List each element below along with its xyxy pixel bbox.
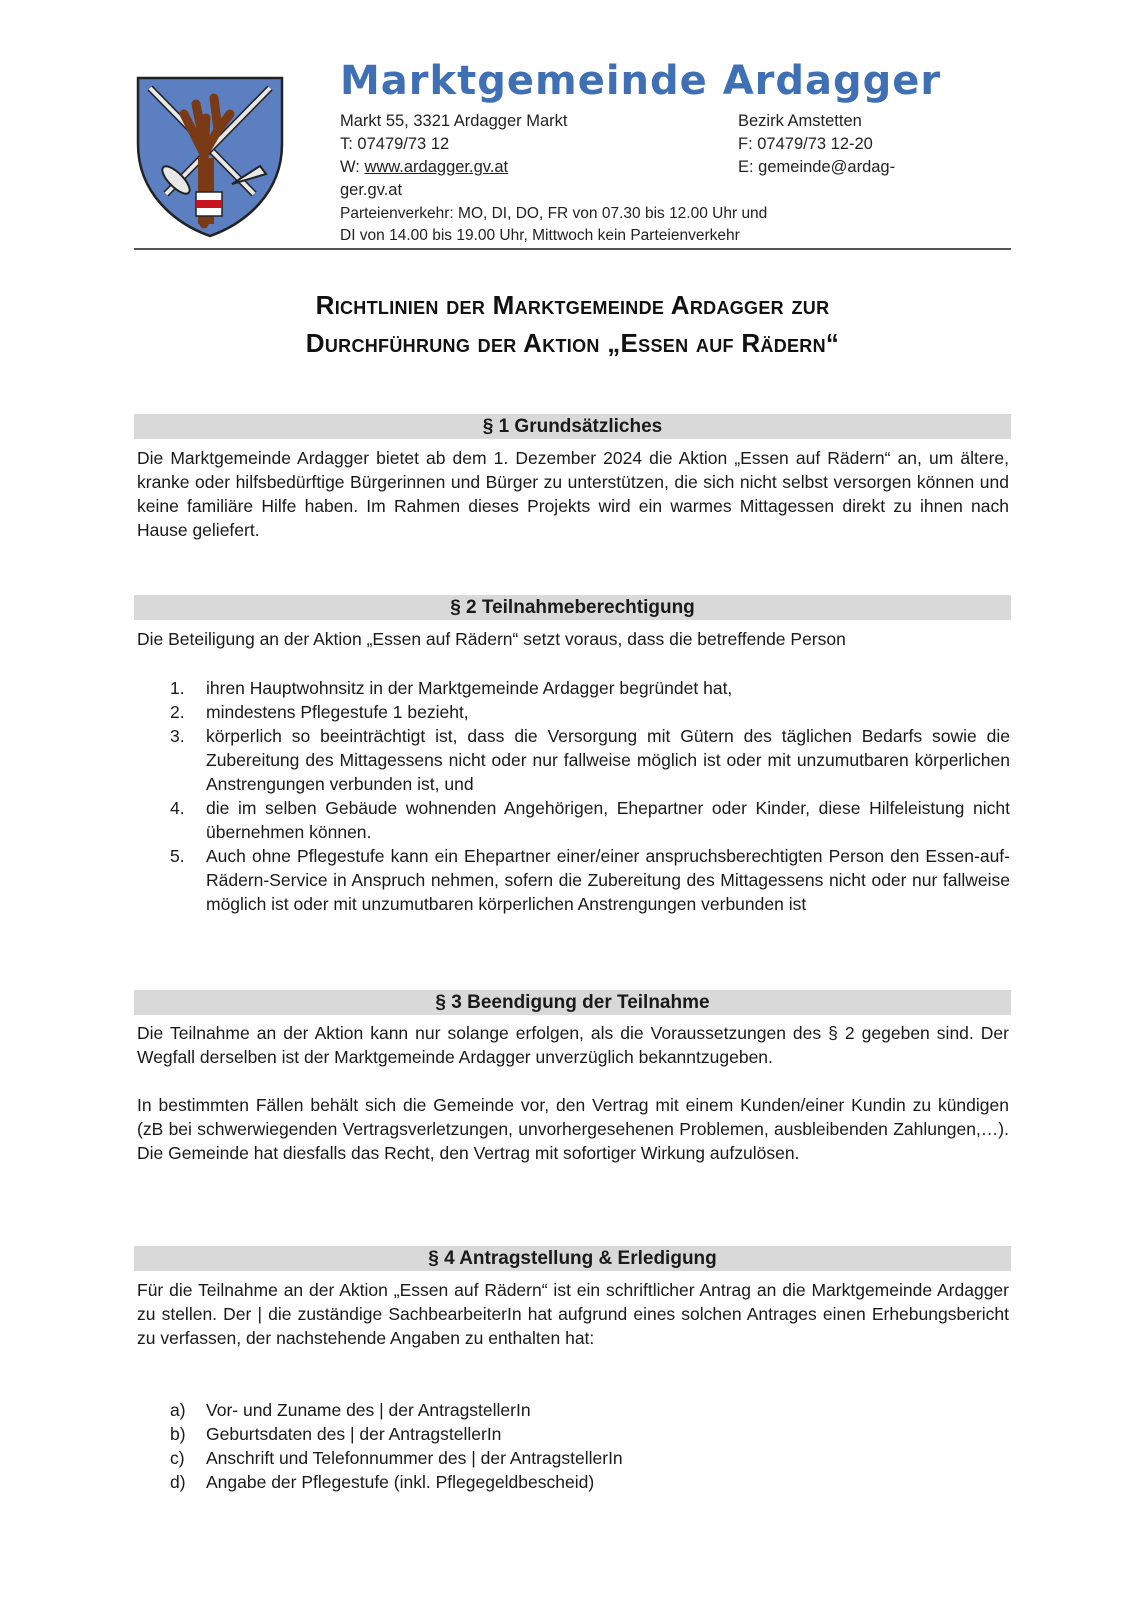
list-item [160, 700, 1010, 724]
email-line-continued: ger.gv.at [340, 181, 403, 199]
list-item-text: körperlich so beeinträchtigt ist, dass die Versorgung mit Gütern des täglichen Bedarfs sowie die Zubereitung des Mittagessens nicht oder nur fallweise möglich ist oder mit unzumutbaren körperlichen Anstrengungen verbunden ist, und [206, 726, 1010, 794]
list-item [160, 1470, 1010, 1494]
list-marker: c) [170, 1448, 185, 1468]
web-label: W: [340, 158, 365, 176]
list-item-text: ihren Hauptwohnsitz in der Marktgemeinde Ardagger begründet hat, [206, 678, 733, 698]
section-2-list [160, 676, 1010, 916]
section-2-text: Die Beteiligung an der Aktion „Essen auf Rädern“ setzt voraus, dass die betreffende Person [137, 629, 846, 649]
list-item-text: Geburtsdaten des | der AntragstellerIn [206, 1424, 502, 1444]
list-item-text: Vor- und Zuname des | der AntragstellerIn [206, 1400, 531, 1420]
web-line [340, 156, 508, 179]
section-1-text: Die Marktgemeinde Ardagger bietet ab dem 1. Dezember 2024 die Aktion „Essen auf Rädern“ an, um ältere, kranke oder hilfsbedürftige Bürgerinnen und Bürger zu unterstützen, die sich nicht selbst versorgen können und keine familiäre Hilfe haben. Im Rahmen dieses Projekts wird ein warmes Mittagessen direkt zu ihnen nach Hause geliefert. [137, 448, 1009, 540]
section-1-heading: § 1 Grundsätzliches [134, 414, 1011, 439]
section-3-text: Die Teilnahme an der Aktion kann nur solange erfolgen, als die Voraussetzungen des § 2 gegeben sind. Der Wegfall derselben ist der Marktgemeinde Ardagger unverzüglich bekanntzugeben. [137, 1023, 1009, 1067]
list-item-text: mindestens Pflegestufe 1 bezieht, [206, 702, 469, 722]
title-line-1: Richtlinien der Marktgemeinde Ardagger zur [315, 290, 830, 320]
list-item [160, 844, 1010, 916]
section-4-heading: § 4 Antragstellung & Erledigung [134, 1246, 1011, 1271]
title-line-2: Durchführung der Aktion „Essen auf Rädern“ [305, 328, 840, 358]
list-marker: 4. [170, 798, 185, 818]
list-item-text: Angabe der Pflegestufe (inkl. Pflegegeldbescheid) [206, 1472, 595, 1492]
document-title [134, 286, 1011, 362]
district-line: Bezirk Amstetten [738, 112, 862, 130]
phone-line: T: 07479/73 12 [340, 135, 450, 153]
office-hours-line-1: Parteienverkehr: MO, DI, DO, FR von 07.30 bis 12.00 Uhr und [340, 205, 768, 222]
list-item-text: Anschrift und Telefonnummer des | der AntragstellerIn [206, 1448, 623, 1468]
list-item [160, 724, 1010, 796]
list-item [160, 1422, 1010, 1446]
address-line: Markt 55, 3321 Ardagger Markt [340, 112, 568, 130]
list-item [160, 1446, 1010, 1470]
email-line[interactable]: E: gemeinde@ardag- [738, 158, 896, 176]
list-marker: 5. [170, 846, 185, 866]
list-item [160, 676, 1010, 700]
coat-of-arms-logo [134, 74, 286, 240]
list-item-text: die im selben Gebäude wohnenden Angehörigen, Ehepartner oder Kinder, diese Hilfeleistung nicht übernehmen können. [206, 798, 1010, 842]
list-marker: 2. [170, 702, 185, 722]
list-marker: d) [170, 1472, 186, 1492]
list-marker: 1. [170, 678, 185, 698]
office-hours-line-2: DI von 14.00 bis 19.00 Uhr, Mittwoch kein Parteienverkehr [340, 227, 740, 244]
organization-name: Marktgemeinde Ardagger [340, 58, 942, 104]
header-divider [134, 248, 1011, 250]
section-2-heading: § 2 Teilnahmeberechtigung [134, 595, 1011, 620]
list-item-text: Auch ohne Pflegestufe kann ein Ehepartner einer/einer anspruchsberechtigten Person den Essen-auf-Rädern-Service in Anspruch nehmen, sofern die Zubereitung des Mittagessens nicht oder nur fallweise möglich ist oder mit unzumutbaren körperlichen Anstrengungen verbunden ist [206, 846, 1010, 914]
list-marker: 3. [170, 726, 185, 746]
list-item [160, 1398, 1010, 1422]
list-marker: b) [170, 1424, 186, 1444]
section-3-heading: § 3 Beendigung der Teilnahme [134, 990, 1011, 1015]
list-marker: a) [170, 1400, 186, 1420]
section-4-list [160, 1398, 1010, 1494]
section-4-text: Für die Teilnahme an der Aktion „Essen auf Rädern“ ist ein schriftlicher Antrag an die Marktgemeinde Ardagger zu stellen. Der | die zuständige SachbearbeiterIn hat aufgrund eines solchen Antrages einen Erhebungsbericht zu verfassen, der nachstehende Angaben zu enthalten hat: [137, 1280, 1009, 1348]
list-item [160, 796, 1010, 844]
website-link[interactable]: www.ardagger.gv.at [364, 158, 509, 176]
fax-line: F: 07479/73 12-20 [738, 135, 873, 153]
section-3-text-2: In bestimmten Fällen behält sich die Gemeinde vor, den Vertrag mit einem Kunden/einer Kundin zu kündigen (zB bei schwerwiegenden Vertragsverletzungen, unvorhergesehenen Problemen, ausbleibenden Zahlungen,…). Die Gemeinde hat diesfalls das Recht, den Vertrag mit sofortiger Wirkung aufzulösen. [137, 1095, 1009, 1163]
